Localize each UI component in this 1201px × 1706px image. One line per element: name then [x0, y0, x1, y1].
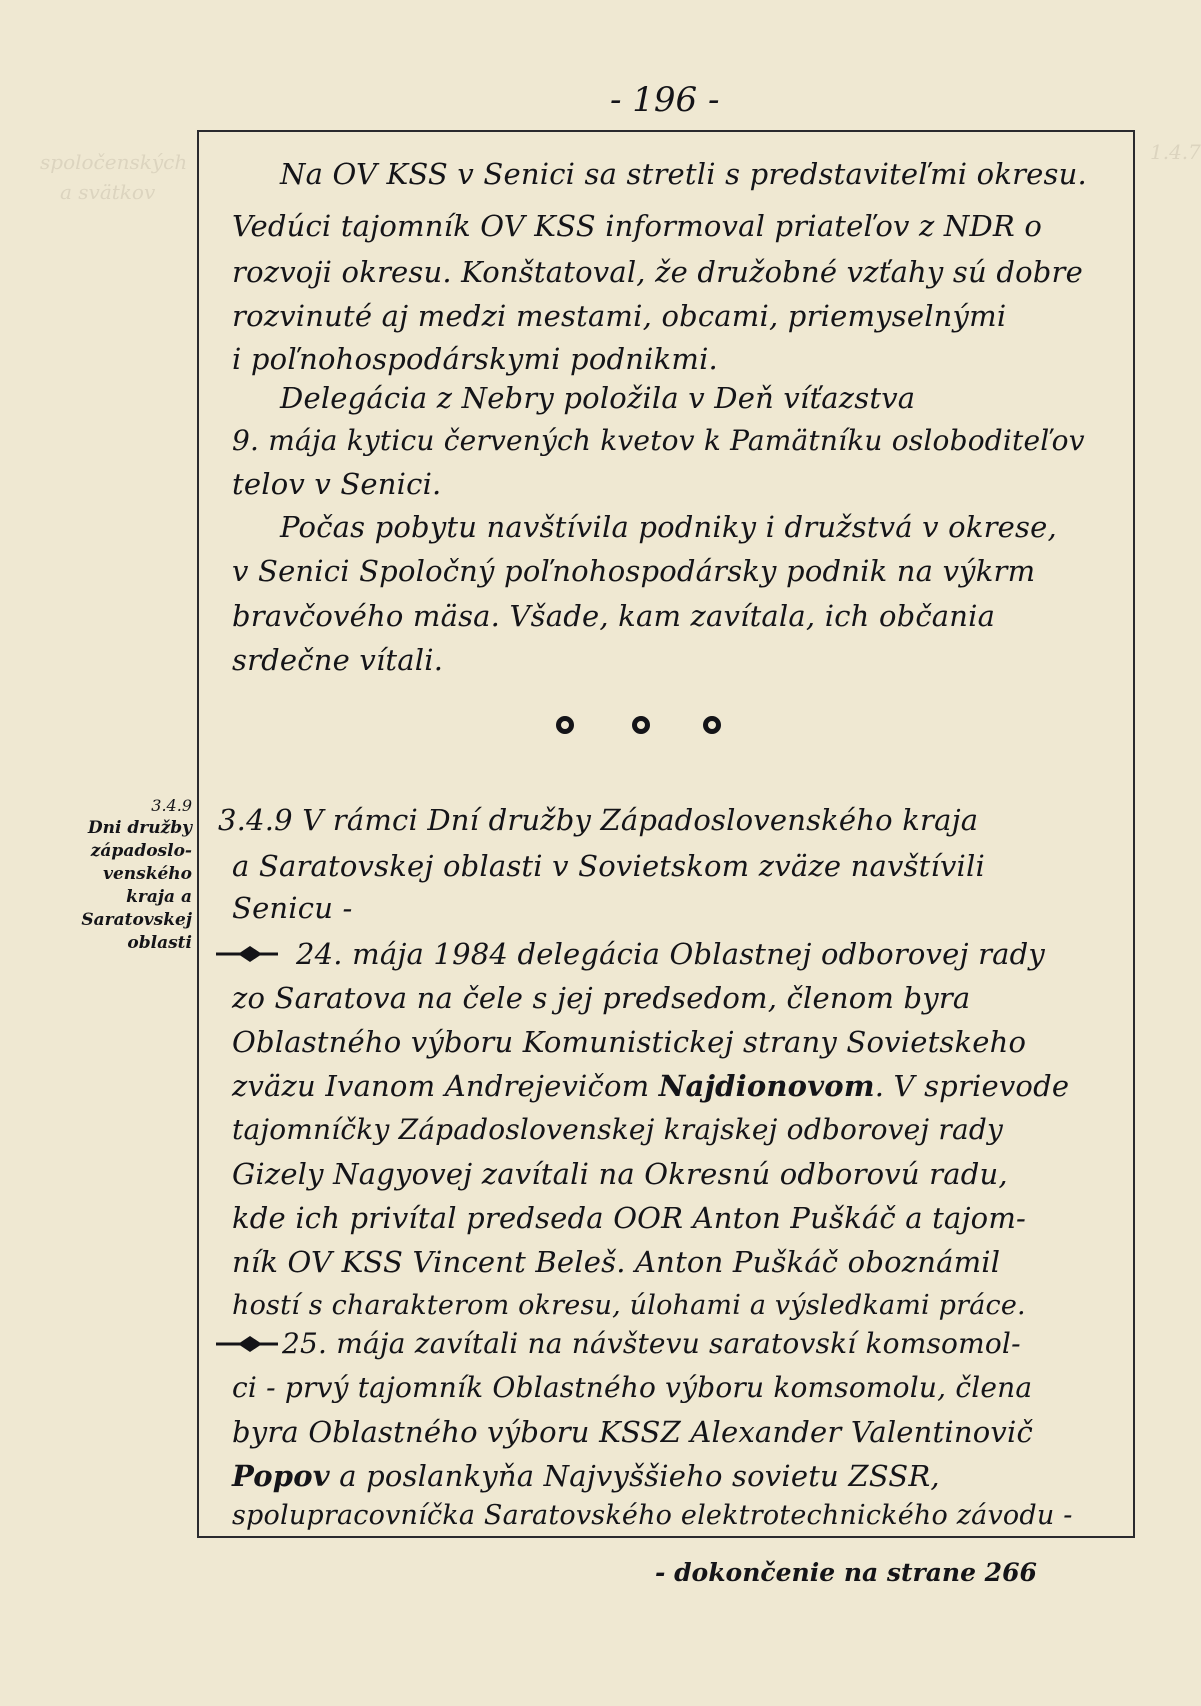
- text-line: v Senici Spoločný poľnohospodársky podnik na výkrm: [232, 554, 1036, 588]
- separator-dot-icon: [703, 716, 721, 734]
- continuation-note: - dokončenie na strane 266: [655, 1558, 1037, 1587]
- text-line: [232, 1069, 1070, 1103]
- text-line: Počas pobytu navštívila podniky i družstvá v okrese,: [280, 510, 1057, 544]
- margin-title-line: oblasti: [127, 933, 192, 953]
- text-segment: a poslankyňa Najvyššieho sovietu ZSSR,: [329, 1459, 940, 1493]
- text-line: tajomníčky Západoslovenskej krajskej odborovej rady: [232, 1113, 1004, 1146]
- text-line: Senicu -: [232, 891, 353, 925]
- text-line: Oblastného výboru Komunistickej strany Sovietskeho: [232, 1025, 1027, 1059]
- text-line: rozvinuté aj medzi mestami, obcami, priemyselnými: [232, 299, 1007, 333]
- text-line: hostí s charakterom okresu, úlohami a výsledkami práce.: [232, 1290, 1026, 1321]
- highlighted-name: Najdionovom: [658, 1069, 875, 1103]
- text-segment: zväzu Ivanom Andrejevičom: [232, 1069, 650, 1103]
- text-line: 25. mája zavítali na návštevu saratovskí komsomol-: [282, 1327, 1021, 1360]
- text-line: ník OV KSS Vincent Beleš. Anton Puškáč oboznámil: [232, 1245, 1001, 1279]
- text-line: spolupracovníčka Saratovského elektrotechnického závodu -: [232, 1500, 1073, 1531]
- margin-section-number: 3.4.9: [151, 796, 192, 815]
- text-line: rozvoji okresu. Konštatoval, že družobné vzťahy sú dobre: [232, 255, 1083, 289]
- arrow-bullet-icon: [216, 1334, 278, 1354]
- text-line: a Saratovskej oblasti v Sovietskom zväze navštívili: [232, 849, 985, 883]
- text-line: kde ich privítal predseda OOR Anton Puškáč a tajom-: [232, 1201, 1027, 1235]
- text-line: i poľnohospodárskymi podnikmi.: [232, 342, 718, 376]
- arrow-bullet-icon: [216, 944, 278, 964]
- margin-title-line: kraja a: [126, 887, 192, 907]
- text-line: 24. mája 1984 delegácia Oblastnej odborovej rady: [296, 937, 1046, 971]
- separator-dot-icon: [632, 716, 650, 734]
- section-heading: 3.4.9 V rámci Dní družby Západoslovenského kraja: [218, 803, 979, 837]
- text-line: telov v Senici.: [232, 467, 442, 501]
- margin-title-line: venského: [103, 864, 192, 884]
- text-line: srdečne vítali.: [232, 643, 444, 677]
- text-line: byra Oblastného výboru KSSZ Alexander Valentinovič: [232, 1415, 1033, 1449]
- text-line: ci - prvý tajomník Oblastného výboru komsomolu, člena: [232, 1371, 1033, 1404]
- text-line: zo Saratova na čele s jej predsedom, členom byra: [232, 981, 971, 1015]
- bleed-through-text: a svätkov: [60, 180, 156, 204]
- text-line: Vedúci tajomník OV KSS informoval priateľov z NDR o: [232, 209, 1043, 243]
- text-line: 9. mája kyticu červených kvetov k Pamätníku osloboditeľov: [232, 424, 1085, 457]
- text-line: Gizely Nagyovej zavítali na Okresnú odborovú radu,: [232, 1157, 1008, 1191]
- margin-title-line: Saratovskej: [81, 910, 192, 930]
- section-separator: [0, 716, 1183, 746]
- text-line: [232, 1459, 940, 1493]
- margin-title-line: západoslo-: [90, 841, 192, 861]
- page-number: - 196 -: [610, 80, 720, 120]
- text-line: bravčového mäsa. Všade, kam zavítala, ich občania: [232, 599, 996, 633]
- bleed-through-text: 1.4.7: [1150, 140, 1201, 164]
- highlighted-name: Popov: [232, 1459, 330, 1493]
- text-segment: . V sprievode: [874, 1069, 1070, 1103]
- bleed-through-text: spoločenských: [40, 150, 188, 174]
- margin-note: [66, 794, 192, 955]
- text-line: Delegácia z Nebry položila v Deň víťazstva: [280, 381, 916, 415]
- separator-dot-icon: [556, 716, 574, 734]
- text-line: Na OV KSS v Senici sa stretli s predstaviteľmi okresu.: [280, 157, 1087, 191]
- margin-title-line: Dni družby: [87, 818, 192, 838]
